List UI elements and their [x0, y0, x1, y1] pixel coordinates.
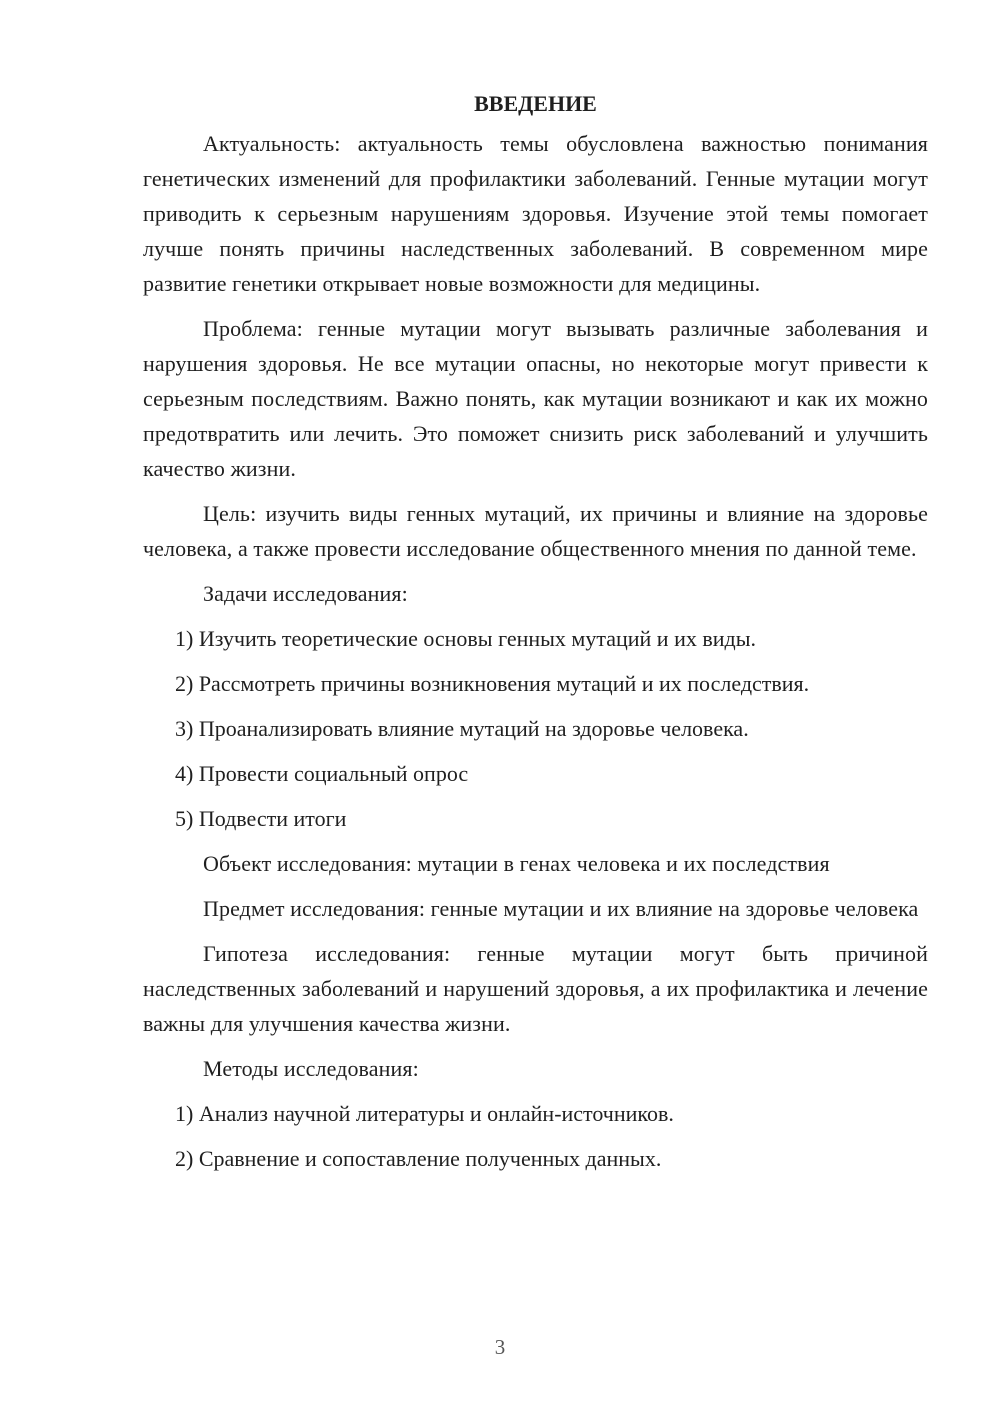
list-item: 1) Изучить теоретические основы генных мутаций и их виды.	[175, 626, 756, 651]
tasks-list	[143, 621, 928, 836]
object-paragraph: Объект исследования: мутации в генах человека и их последствия	[203, 851, 830, 876]
problem-paragraph: Проблема: генные мутации могут вызывать различные заболевания и нарушения здоровья. Не все мутации опасны, но некоторые могут привести к серьезным последствиям. Важно понять, как мутации возникают и как их можно предотвратить или лечить. Это поможет снизить риск заболеваний и улучшить качество жизни.	[143, 316, 928, 481]
methods-heading: Методы исследования:	[203, 1056, 419, 1081]
section-title: ВВЕДЕНИЕ	[474, 91, 597, 116]
document-page	[143, 90, 928, 1186]
list-item: 2) Сравнение и сопоставление полученных данных.	[175, 1146, 662, 1171]
subject-paragraph: Предмет исследования: генные мутации и их влияние на здоровье человека	[203, 896, 919, 921]
list-item: 1) Анализ научной литературы и онлайн-источников.	[175, 1101, 674, 1126]
list-item: 4) Провести социальный опрос	[175, 761, 469, 786]
list-item: 5) Подвести итоги	[175, 806, 347, 831]
page-number: 3	[494, 1335, 506, 1359]
methods-list	[143, 1096, 928, 1176]
goal-paragraph: Цель: изучить виды генных мутаций, их причины и влияние на здоровье человека, а также провести исследование общественного мнения по данной теме.	[143, 501, 928, 561]
tasks-heading: Задачи исследования:	[203, 581, 408, 606]
hypothesis-paragraph: Гипотеза исследования: генные мутации могут быть причиной наследственных заболеваний и нарушений здоровья, а их профилактика и лечение важны для улучшения качества жизни.	[143, 941, 928, 1036]
relevance-paragraph: Актуальность: актуальность темы обусловлена важностью понимания генетических изменений для профилактики заболеваний. Генные мутации могут приводить к серьезным нарушениям здоровья. Изучение этой темы помогает лучше понять причины наследственных заболеваний. В современном мире развитие генетики открывает новые возможности для медицины.	[143, 131, 928, 296]
list-item: 3) Проанализировать влияние мутаций на здоровье человека.	[175, 716, 749, 741]
list-item: 2) Рассмотреть причины возникновения мутаций и их последствия.	[175, 671, 810, 696]
